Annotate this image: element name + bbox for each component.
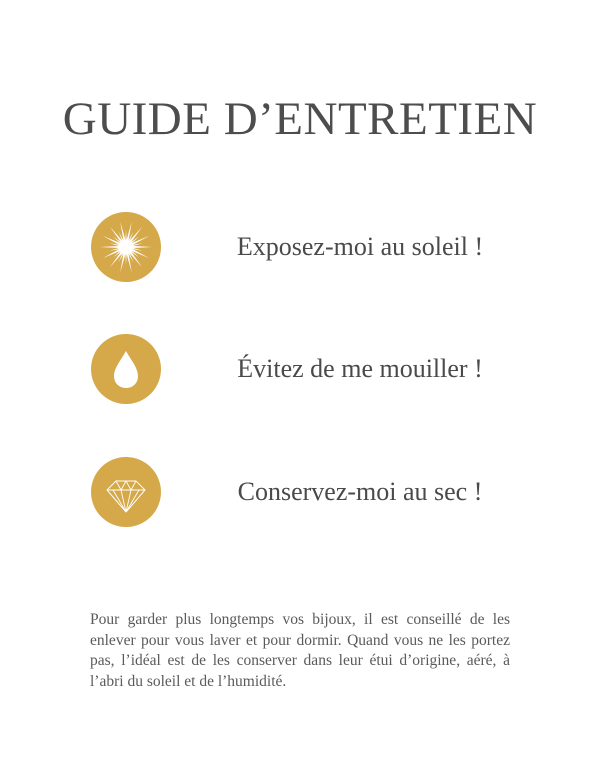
care-note-paragraph: Pour garder plus longtemps vos bijoux, il est conseillé de les enlever pour vous laver et pour dormir. Quand vous ne les portez pas, l’idéal est de les conserver dans leur étui d’origine, aéré, à l’abri du soleil et de l’humidité.	[90, 611, 510, 690]
tip-row-diamond	[0, 457, 600, 527]
tip-label: Exposez-moi au soleil !	[236, 232, 484, 261]
diamond-icon	[91, 457, 161, 527]
sun-icon	[91, 212, 161, 282]
water-drop-icon	[91, 334, 161, 404]
tip-row-sun	[0, 212, 600, 282]
tip-label: Évitez de me mouiller !	[237, 354, 483, 383]
tip-row-water	[0, 334, 600, 404]
page-title: GUIDE D’ENTRETIEN	[62, 93, 538, 145]
tip-label: Conservez-moi au sec !	[237, 477, 483, 506]
